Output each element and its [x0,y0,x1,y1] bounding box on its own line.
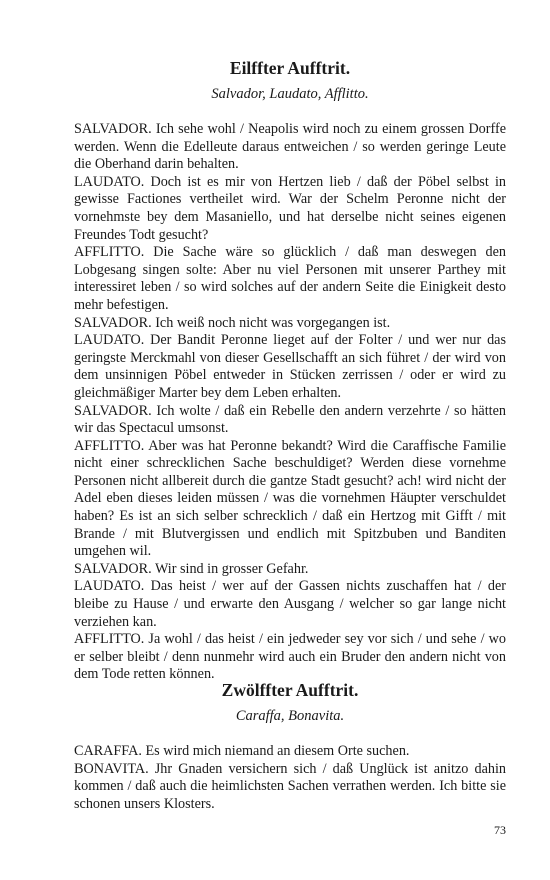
speech-caraffa: CARAFFA. Es wird mich niemand an diesem Orte suchen. [74,743,410,759]
scene-persons: Caraffa, Bonavita. [235,708,345,724]
speech-laudato: LAUDATO. Das heist / wer auf der Gassen nichts zuschaffen hat / der bleibe zu Hause / und erwarte den Ausgang / welcher so gar lange nicht verziehen kan. [74,578,506,630]
scene-persons: Salvador, Laudato, Afflitto. [211,86,369,102]
speech-salvador: SALVADOR. Ich wolte / daß ein Rebelle den andern verzehrte / so hätten wir das Spectacul umsonst. [74,402,506,437]
speech-bonavita: BONAVITA. Jhr Gnaden versichern sich / daß Unglück ist anitzo dahin kommen / daß auch die heimlichsten Sachen verrathen werden. Ich bitte sie schonen unsers Klosters. [74,760,506,812]
speech-list [74,743,506,813]
speech-salvador: SALVADOR. Wir sind in grosser Gefahr. [74,560,309,577]
scene-title: Zwölffter Aufftrit. [221,680,359,700]
speech-afflitto: AFFLITTO. Die Sache wäre so glücklich / daß man deswegen den Lobgesang singen solte: Aber nu viel Personen mit unserer Parthey mit interessiret leben / so wird solches auf der andern Seite die Einigkeit desto mehr befestigen. [74,244,506,313]
scene-twelve [74,679,506,813]
speech-salvador: SALVADOR. Ich weiß noch nicht was vorgegangen ist. [74,314,391,331]
speech-afflitto: AFFLITTO. Ja wohl / das heist / ein jedweder sey vor sich / und sehe / wo er selber bleibt / denn nunmehr wird auch ein Bruder den andern nicht von dem Tode retten können. [74,631,506,683]
speech-afflitto: AFFLITTO. Aber was hat Peronne bekandt? Wird die Caraffische Familie nicht einer schrecklichen Sache beschuldiget? Werden diese vornehme Personen nicht allbereit durch die gantze Stadt gesucht? ach! wird nicht der Adel eben dieses leiden müssen / was die vornehmen Häupter verschuldet haben? Es ist an sich selber schrecklich / daß ein Hertzog mit Gifft / mit Brande / mit Blutvergissen und endlich mit Spitzbuben und Banditen umgehen wil. [74,437,506,560]
speech-laudato: LAUDATO. Doch ist es mir von Hertzen lieb / daß der Pöbel selbst in gewisse Factiones vertheilet wird. War der Schelm Peronne nicht der vornehmste bey dem Masaniello, und hat derselbe nicht seines eigenen Freundes Todt gesucht? [74,173,506,243]
speech-laudato: LAUDATO. Der Bandit Peronne lieget auf der Folter / und wer nur das geringste Merckmahl von dieser Gesellschafft an sich führet / der wird von dem unsinnigen Pöbel entweder in Stücken zerrissen / oder er wird zu gleichmäßiger Marter bey dem Leben erhalten. [74,332,506,401]
speech-list [74,121,506,684]
page-number: 73 [494,823,506,837]
scene-title: Eilffter Aufftrit. [229,58,351,78]
speech-salvador: SALVADOR. Ich sehe wohl / Neapolis wird noch zu einem grossen Dorffe werden. Wenn die Edelleute daraus entweichen / so werden geringe Leute die Oberhand darin behalten. [74,121,506,173]
scene-eleven [74,57,506,684]
